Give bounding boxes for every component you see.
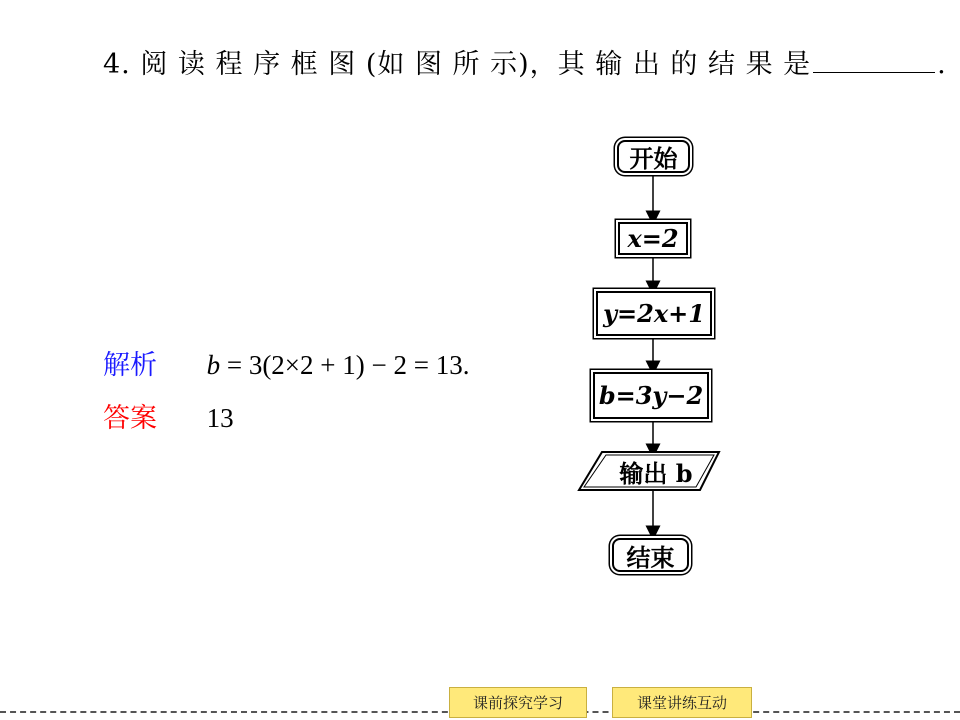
step-y-assign (596, 291, 712, 336)
end-node: 结束 (612, 538, 689, 572)
solution-label: 解析 (103, 350, 157, 381)
step-x-assign (618, 222, 688, 255)
step2-text: y=2x+1 (603, 299, 705, 328)
step1-text: x=2 (627, 224, 679, 253)
question-stem: 4. 阅 读 程 序 框 图 (如 图 所 示)，其 输 出 的 结 果 是 (103, 49, 812, 80)
var-b: b (206, 350, 221, 380)
step-b-assign (593, 372, 709, 419)
solution-rest: = 3(2×2 + 1) − 2 = 13. (220, 350, 470, 380)
question-end: . (937, 49, 947, 80)
step3-text: b=3y−2 (598, 381, 704, 410)
output-node: 输出 b (619, 458, 693, 488)
answer-label: 答案 (103, 403, 157, 434)
answer-value: 13 (206, 403, 234, 433)
start-node: 开始 (617, 140, 690, 173)
nav-next-button[interactable]: 课堂讲练互动 (612, 687, 752, 718)
nav-prev-button[interactable]: 课前探究学习 (449, 687, 587, 718)
